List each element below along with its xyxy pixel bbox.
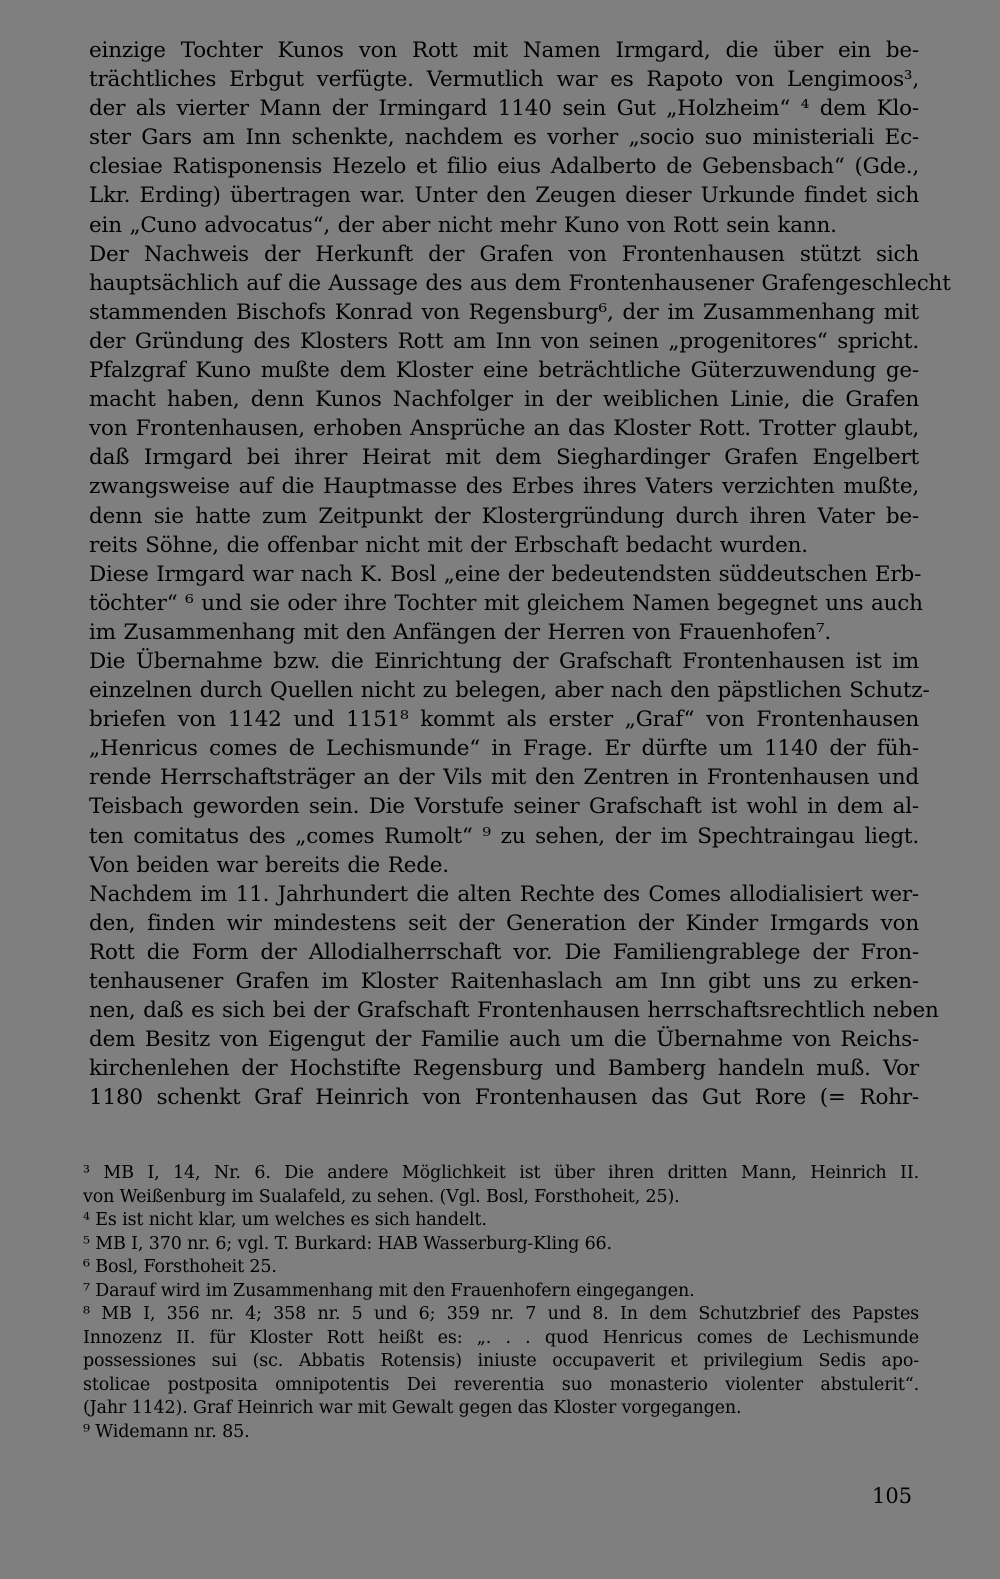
text-line: nen, daß es sich bei der Grafschaft Frontenhausen herrschaftsrechtlich neben (89, 998, 939, 1024)
text-line: rende Herrschaftsträger an der Vils mit den Zentren in Frontenhausen und (89, 765, 919, 791)
text-line: stammenden Bischofs Konrad von Regensburg⁶, der im Zusammenhang mit (89, 299, 919, 325)
footnote-line: ⁷ Darauf wird im Zusammenhang mit den Frauenhofern eingegangen. (83, 1280, 695, 1301)
text-line: 1180 schenkt Graf Heinrich von Frontenhausen das Gut Rore (= Rohr- (89, 1085, 919, 1111)
footnote-line: Innozenz II. für Kloster Rott heißt es: „. . . quod Henricus comes de Lechismunde (83, 1327, 919, 1348)
text-line: der Gründung des Klosters Rott am Inn von seinen „progenitores“ spricht. (89, 328, 919, 354)
text-line: ein „Cuno advocatus“, der aber nicht mehr Kuno von Rott sein kann. (89, 212, 837, 238)
footnote-line: ⁴ Es ist nicht klar, um welches es sich handelt. (83, 1210, 487, 1230)
text-line: briefen von 1142 und 1151⁸ kommt als erster „Graf“ von Frontenhausen (89, 707, 919, 733)
footnote-line: von Weißenburg im Sualafeld, zu sehen. (Vgl. Bosl, Forsthoheit, 25). (83, 1186, 680, 1207)
text-line: tenhausener Grafen im Kloster Raitenhaslach am Inn gibt uns zu erken- (89, 969, 919, 994)
text-line: im Zusammenhang mit den Anfängen der Herren von Frauenhofen⁷. (89, 619, 832, 645)
footnote-line: ⁸ MB I, 356 nr. 4; 358 nr. 5 und 6; 359 nr. 7 und 8. In dem Schutzbrief des Papstes (83, 1304, 919, 1324)
text-line: denn sie hatte zum Zeitpunkt der Klostergründung durch ihren Vater be- (89, 503, 919, 529)
text-line: Nachdem im 11. Jahrhundert die alten Rechte des Comes allodialisiert wer- (89, 881, 919, 907)
text-line: Lkr. Erding) übertragen war. Unter den Zeugen dieser Urkunde findet sich (89, 183, 919, 209)
text-line: Die Übernahme bzw. die Einrichtung der Grafschaft Frontenhausen ist im (89, 648, 919, 674)
text-line: töchter“ ⁶ und sie oder ihre Tochter mit gleichem Namen begegnet uns auch (89, 590, 923, 616)
footnote-line: possessiones sui (sc. Abbatis Rotensis) iniuste occupaverit et privilegium Sedis apo- (83, 1351, 919, 1371)
text-line: zwangsweise auf die Hauptmasse des Erbes ihres Vaters verzichten mußte, (89, 474, 919, 500)
text-line: ster Gars am Inn schenkte, nachdem es vorher „socio suo ministeriali Ec- (89, 125, 919, 151)
text-line: Von beiden war bereits die Rede. (89, 852, 449, 878)
footnote-line: ⁶ Bosl, Forsthoheit 25. (83, 1257, 277, 1277)
text-line: einzelnen durch Quellen nicht zu belegen, aber nach den päpstlichen Schutz- (89, 678, 930, 704)
text-line: Pfalzgraf Kuno mußte dem Kloster eine beträchtliche Güterzuwendung ge- (89, 358, 919, 384)
text-line: „Henricus comes de Lechismunde“ in Frage. Er dürfte um 1140 der füh- (89, 736, 919, 762)
footnote-line: ⁹ Widemann nr. 85. (83, 1421, 250, 1442)
text-line: clesiae Ratisponensis Hezelo et filio eius Adalberto de Gebensbach“ (Gde., (89, 154, 919, 180)
footnote-line: ³ MB I, 14, Nr. 6. Die andere Möglichkeit ist über ihren dritten Mann, Heinrich II. (83, 1163, 919, 1183)
page-number: 105 (872, 1484, 913, 1508)
text-line: Diese Irmgard war nach K. Bosl „eine der bedeutendsten süddeutschen Erb- (89, 561, 922, 587)
text-line: dem Besitz von Eigengut der Familie auch um die Übernahme von Reichs- (89, 1027, 919, 1053)
text-line: macht haben, denn Kunos Nachfolger in der weiblichen Linie, die Grafen (89, 387, 919, 413)
text-line: Teisbach geworden sein. Die Vorstufe seiner Grafschaft ist wohl in dem al- (89, 794, 919, 820)
text-line: Rott die Form der Allodialherrschaft vor. Die Familiengrablege der Fron- (89, 939, 919, 965)
text-line: daß Irmgard bei ihrer Heirat mit dem Sieghardinger Grafen Engelbert (89, 445, 919, 471)
text-line: ten comitatus des „comes Rumolt“ ⁹ zu sehen, der im Spechtraingau liegt. (89, 823, 919, 849)
main-text (89, 36, 951, 1112)
text-line: der als vierter Mann der Irmingard 1140 sein Gut „Holzheim“ ⁴ dem Klo- (89, 96, 919, 122)
footnote-line: ⁵ MB I, 370 nr. 6; vgl. T. Burkard: HAB Wasserburg-Kling 66. (83, 1233, 612, 1254)
text-line: Der Nachweis der Herkunft der Grafen von Frontenhausen stützt sich (89, 241, 919, 267)
text-line: trächtliches Erbgut verfügte. Vermutlich war es Rapoto von Lengimoos³, (89, 67, 919, 93)
text-line: reits Söhne, die offenbar nicht mit der Erbschaft bedacht wurden. (89, 532, 808, 558)
footnote-line: stolicae postposita omnipotentis Dei reverentia suo monasterio violenter abstulerit“. (83, 1374, 919, 1395)
text-line: hauptsächlich auf die Aussage des aus dem Frontenhausener Grafengeschlecht (89, 270, 951, 296)
text-line: von Frontenhausen, erhoben Ansprüche an das Kloster Rott. Trotter glaubt, (89, 416, 919, 442)
text-line: kirchenlehen der Hochstifte Regensburg und Bamberg handeln muß. Vor (89, 1056, 919, 1082)
text-line: den, finden wir mindestens seit der Generation der Kinder Irmgards von (89, 910, 919, 936)
footnote-line: (Jahr 1142). Graf Heinrich war mit Gewalt gegen das Kloster vorgegangen. (83, 1398, 742, 1418)
text-line: einzige Tochter Kunos von Rott mit Namen Irmgard, die über ein be- (89, 38, 919, 63)
footnotes (83, 1162, 919, 1444)
